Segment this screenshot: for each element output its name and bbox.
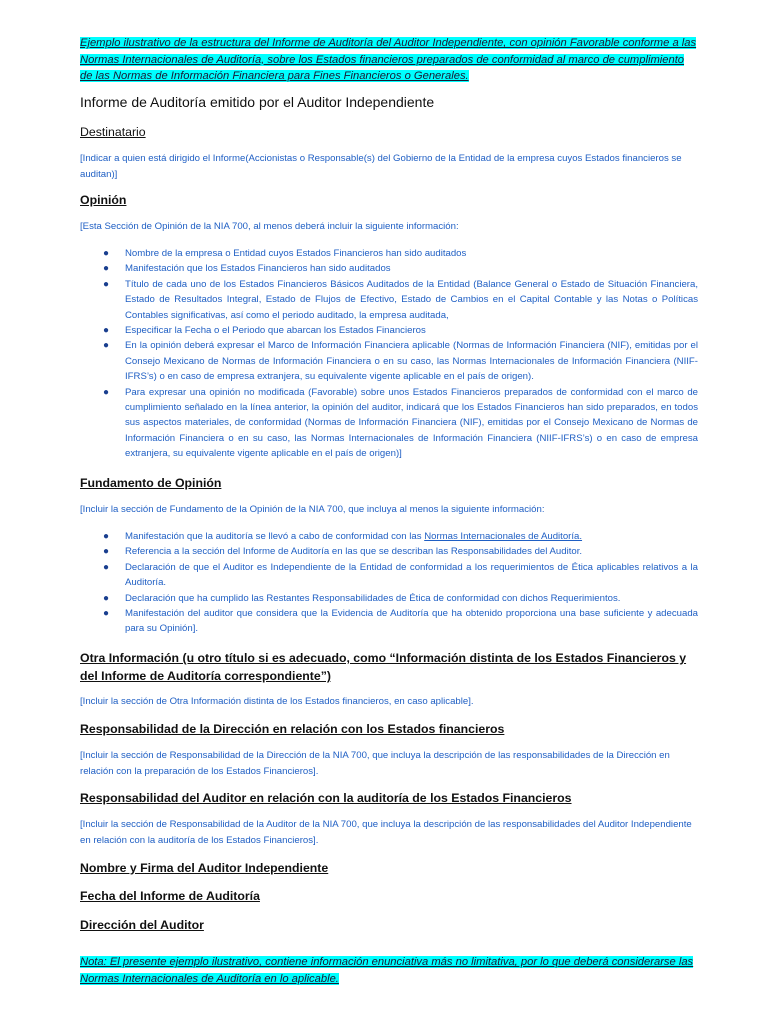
bullet-icon: ● xyxy=(103,325,110,337)
bullet-icon: ● xyxy=(103,340,110,352)
list-item: ● Manifestación del auditor que considera que la Evidencia de Auditoría que ha obtenido proporciona una base suficiente y adecuada para su Opinión]. xyxy=(103,608,698,635)
nia-link[interactable]: Normas Internacionales de Auditoría. xyxy=(424,531,583,542)
firma-heading: Nombre y Firma del Auditor Independiente xyxy=(80,861,329,875)
list-item: ● Manifestación que la auditoría se llevó a cabo de conformidad con las Normas Internacionales de Auditoría. xyxy=(80,529,698,544)
fecha-heading: Fecha del Informe de Auditoría xyxy=(80,889,260,903)
opinion-intro: [Esta Sección de Opinión de la NIA 700, al menos deberá incluir la siguiente información: xyxy=(80,221,459,232)
destinatario-heading: Destinatario xyxy=(80,125,146,139)
closing-note-text: Nota: El presente ejemplo ilustrativo, contiene información enunciativa más no limitativa, por lo que deberá considerarse las Normas Internacionales de Auditoría en lo aplicable. xyxy=(80,956,694,985)
bullet-icon: ● xyxy=(103,263,110,275)
list-item: ● Nombre de la empresa o Entidad cuyos Estados Financieros han sido auditados xyxy=(80,246,698,261)
bullet-icon: ● xyxy=(103,546,110,558)
bullet-icon: ● xyxy=(103,278,110,290)
bullet-icon: ● xyxy=(103,608,110,620)
resp-auditor-text: [Incluir la sección de Responsabilidad de la Auditor de la NIA 700, que incluya la descripción de las responsabilidades del Auditor Independiente en relación con la auditoría de los Estados Financieros]. xyxy=(80,819,692,846)
list-item: ● En la opinión deberá expresar el Marco de Información Financiera aplicable (Normas de Información Financiera (NIF), emitidas por el Consejo Mexicano de Normas de Información Financiera o en su caso, las Normas Internacionales de Información Financiera (NIIF-IFRS’s) o en caso de empresa extranjera, su equivalente vigente aplicable en el país de origen). xyxy=(103,340,698,383)
resp-direccion-heading: Responsabilidad de la Dirección en relación con los Estados financieros xyxy=(80,722,505,736)
opinion-bullet-list xyxy=(80,246,698,462)
destinatario-text: [Indicar a quien está dirigido el Informe(Accionistas o Responsable(s) del Gobierno de la Entidad de la empresa cuyos Estados financieros se auditan)] xyxy=(80,153,682,180)
bullet-icon: ● xyxy=(103,592,110,604)
list-item: ● Manifestación que los Estados Financieros han sido auditados xyxy=(80,261,698,276)
fundamento-bullet-list xyxy=(80,529,698,637)
fundamento-intro: [Incluir la sección de Fundamento de la Opinión de la NIA 700, que incluya al menos la siguiente información: xyxy=(80,504,545,515)
list-item: ● Especificar la Fecha o el Periodo que abarcan los Estados Financieros xyxy=(80,323,698,338)
intro-note-text: Ejemplo ilustrativo de la estructura del Informe de Auditoría del Auditor Independiente, con opinión Favorable conforme a las Normas Internacionales de Auditoría, sobre los Estados financieros preparados de conformidad al marco de cumplimiento de las Normas de Información Financiera para Fines Financieros o Generales. xyxy=(80,37,697,82)
otra-informacion-heading: Otra Información (u otro título si es adecuado, como “Información distinta de los Estados Financieros y del Informe de Auditoría correspondiente”) xyxy=(80,651,687,683)
opinion-heading: Opinión xyxy=(80,193,127,207)
bullet-icon: ● xyxy=(103,248,110,259)
list-item: ● Para expresar una opinión no modificada (Favorable) sobre unos Estados Financieros preparados de conformidad con el marco de cumplimiento señalado en la línea anterior, la opinión del auditor, indicará que los Estados Financieros han sido preparados, en todos sus aspectos materiales, de conformidad (Normas de Información Financiera (NIF), emitidas por el Consejo Mexicano de Normas de Información Financiera o en su caso, las Normas Internacionales de Información Financiera (NIIF-IFRS’s) o en caso de empresa extranjera, su equivalente vigente aplicable en el país de origen)] xyxy=(103,386,698,460)
fundamento-heading: Fundamento de Opinión xyxy=(80,476,222,490)
resp-direccion-text: [Incluir la sección de Responsabilidad de la Dirección de la NIA 700, que incluya la descripción de las responsabilidades de la Dirección en relación con la preparación de los Estados Financieros]. xyxy=(80,750,670,777)
otra-informacion-text: [Incluir la sección de Otra Información distinta de los Estados financieros, en caso aplicable]. xyxy=(80,696,474,707)
closing-note xyxy=(80,954,698,987)
list-item: ● Referencia a la sección del Informe de Auditoría en las que se describan las Responsabilidades del Auditor. xyxy=(80,544,698,559)
bullet-icon: ● xyxy=(103,531,110,542)
intro-note xyxy=(80,35,698,85)
bullet-icon: ● xyxy=(103,561,110,573)
direccion-heading: Dirección del Auditor xyxy=(80,918,204,932)
list-item: ● Declaración de que el Auditor es Independiente de la Entidad de conformidad a los requerimientos de Ética aplicables relativos a la Auditoría. xyxy=(103,561,698,589)
page-title: Informe de Auditoría emitido por el Auditor Independiente xyxy=(80,94,435,110)
list-item: ● Declaración que ha cumplido las Restantes Responsabilidades de Ética de conformidad con dichos Requerimientos. xyxy=(80,591,698,606)
bullet-icon: ● xyxy=(103,386,110,398)
resp-auditor-heading: Responsabilidad del Auditor en relación con la auditoría de los Estados Financieros xyxy=(80,791,572,805)
list-item: ● Título de cada uno de los Estados Financieros Básicos Auditados de la Entidad (Balance General o Estado de Situación Financiera, Estado de Resultados Integral, Estado de Flujos de Efectivo, Estado de Cambios en el Capital Contable y las Notas o Políticas Contables significativas, así como el periodo auditado, la empresa auditada, xyxy=(103,278,698,321)
